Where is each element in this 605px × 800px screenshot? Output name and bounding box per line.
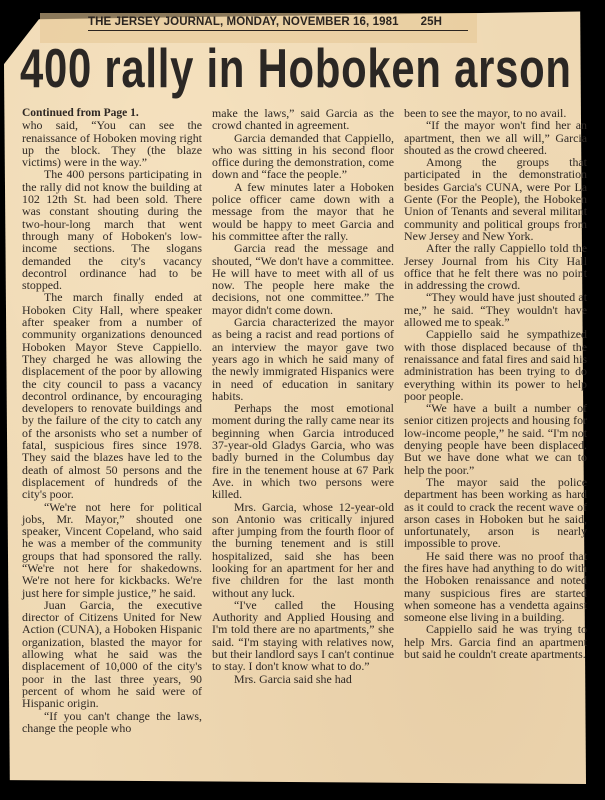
paragraph: “If the mayor won't find her an apartment, then we all will,” Garcia shouted as the crowd cheered. (404, 118, 587, 157)
paragraph: Garcia demanded that Cappiello, who was sitting in his second floor office during the demonstration, come down and “face the people.” (212, 130, 394, 182)
paragraph: “They would have just shouted at me,” he said. “They wouldn't have allowed me to speak.” (404, 290, 587, 330)
paragraph: The march finally ended at Hoboken City Hall, where speaker after speaker from a number of community organizations denounced Hoboken Mayor Steve Cappiello. They charged he was allowing the displacement of the poor by allowing the city council to pass a vacancy decontrol ordinance, by encouraging developers to renovate buildings and by the failure of the city to catch any of the arsonists who set a number of fatal, suspicious fires since 1978. They said the blazes have led to the death of almost 50 persons and the displacement of hundreds of the city's poor. (22, 290, 202, 502)
paragraph: The 400 persons participating in the rally did not know the building at 102 12th St. had been sold. There was constant shouting during the two-hour-long march that went through many of Hoboken's low-income sections. The slogans demanded the city's vacancy decontrol ordinance had to be stopped. (22, 167, 202, 293)
paragraph: Mrs. Garcia said she had (234, 671, 352, 686)
article-body (22, 107, 587, 783)
paragraph: Perhaps the most emotional moment during the rally came near its beginning when Garcia introduced 37-year-old Gladys Garcia, who was badly burned in the Columbus day fire in the tenement house at 67 Park Ave. in which two persons were killed. (212, 401, 394, 502)
continued-note: Continued from Page 1. (22, 107, 139, 119)
paragraph: make the laws,” said Garcia as the crowd chanted in agreement. (212, 106, 394, 133)
paragraph: “If you can't change the laws, change the people who (22, 708, 202, 735)
paragraph: Mrs. Garcia, whose 12-year-old son Antonio was critically injured after jumping from the fourth floor of the burning tenement and is still hospitalized, said she has been looking for an apartment for her and five children for the last month without any luck. (212, 499, 394, 600)
paragraph: Cappiello said he sympathized with those displaced because of the renaissance and fatal fires and said his administration has been trying to do everything within its power to help poor people. (404, 327, 587, 403)
paragraph: Garcia read the message and shouted, “We don't have a committee. He will have to meet with all of us now. The people here make the decisions, not one committee.” The mayor didn't come down. (212, 241, 394, 317)
paragraph: Juan Garcia, the executive director of Citizens United for New Action (CUNA), a Hoboken Hispanic organization, blasted the mayor for allowing what he said was the displacement of 10,000 of the city's poor in the last three years, 90 percent of whom he said were of Hispanic origin. (22, 597, 202, 711)
paragraph: “We have a built a number of senior citizen projects and housing for low-income people,” he said. “I'm not denying people have been displaced. But we have done what we can to help the poor.” (404, 401, 587, 477)
paragraph: A few minutes later a Hoboken police officer came down with a message from the mayor that he would be happy to meet Garcia and his committee after the rally. (212, 179, 394, 243)
paragraph: “We're not here for political jobs, Mr. Mayor,” shouted one speaker, Vincent Copeland, who said he was a member of the community groups that had sponsored the rally. “We're not here for shakedowns. We're not here for kickbacks. We're just here for simple justice,” he said. (22, 499, 202, 600)
headline: 400 rally in Hoboken arson (20, 37, 572, 99)
masthead-text: THE JERSEY JOURNAL, MONDAY, NOVEMBER 16, 1981 (88, 16, 399, 28)
masthead (88, 16, 468, 31)
paragraph: The mayor said the police department has been working as hard as it could to crack the recent wave of arson cases in Hoboken but he said, unfortunately, arson is nearly impossible to prove. (404, 474, 587, 551)
paragraph: After the rally Cappiello told the Jersey Journal from his City Hall office that he felt there was no point in addressing the crowd. (404, 241, 587, 293)
paragraph: He said there was no proof that the fires have had anything to do with the Hoboken renaissance and noted many suspicious fires are started when someone has a vendetta against someone else living in a building. (404, 548, 587, 625)
paragraph: who said, “You can see the renaissance of Hoboken moving right up the block. They (the blaze victims) were in the way.” (22, 118, 202, 170)
column-2 (212, 107, 394, 685)
paragraph: Cappiello said he was trying to help Mrs. Garcia find an apartment but said he couldn't create apartments. (404, 622, 587, 662)
paragraph: Among the groups that participated in the demonstration besides Garcia's CUNA, were Por La Gente (For the People), the Hoboken Union of Tenants and several militant community and political groups from New Jersey and New York. (404, 155, 587, 243)
column-1 (22, 107, 202, 734)
paragraph: “I've called the Housing Authority and Applied Housing and I'm told there are no apartments,” she said. “I'm staying with relatives now, but their landlord says I can't continue to stay. I don't know what to do.” (212, 597, 394, 674)
paragraph: been to see the mayor, to no avail. (404, 106, 567, 120)
paragraph: Garcia characterized the mayor as being a racist and read portions of an interview the mayor gave two years ago in which he said many of the newly immigrated Hispanics were in need of education in sanitary habits. (212, 315, 394, 403)
column-3 (404, 107, 587, 660)
page-number: 25H (420, 16, 443, 28)
